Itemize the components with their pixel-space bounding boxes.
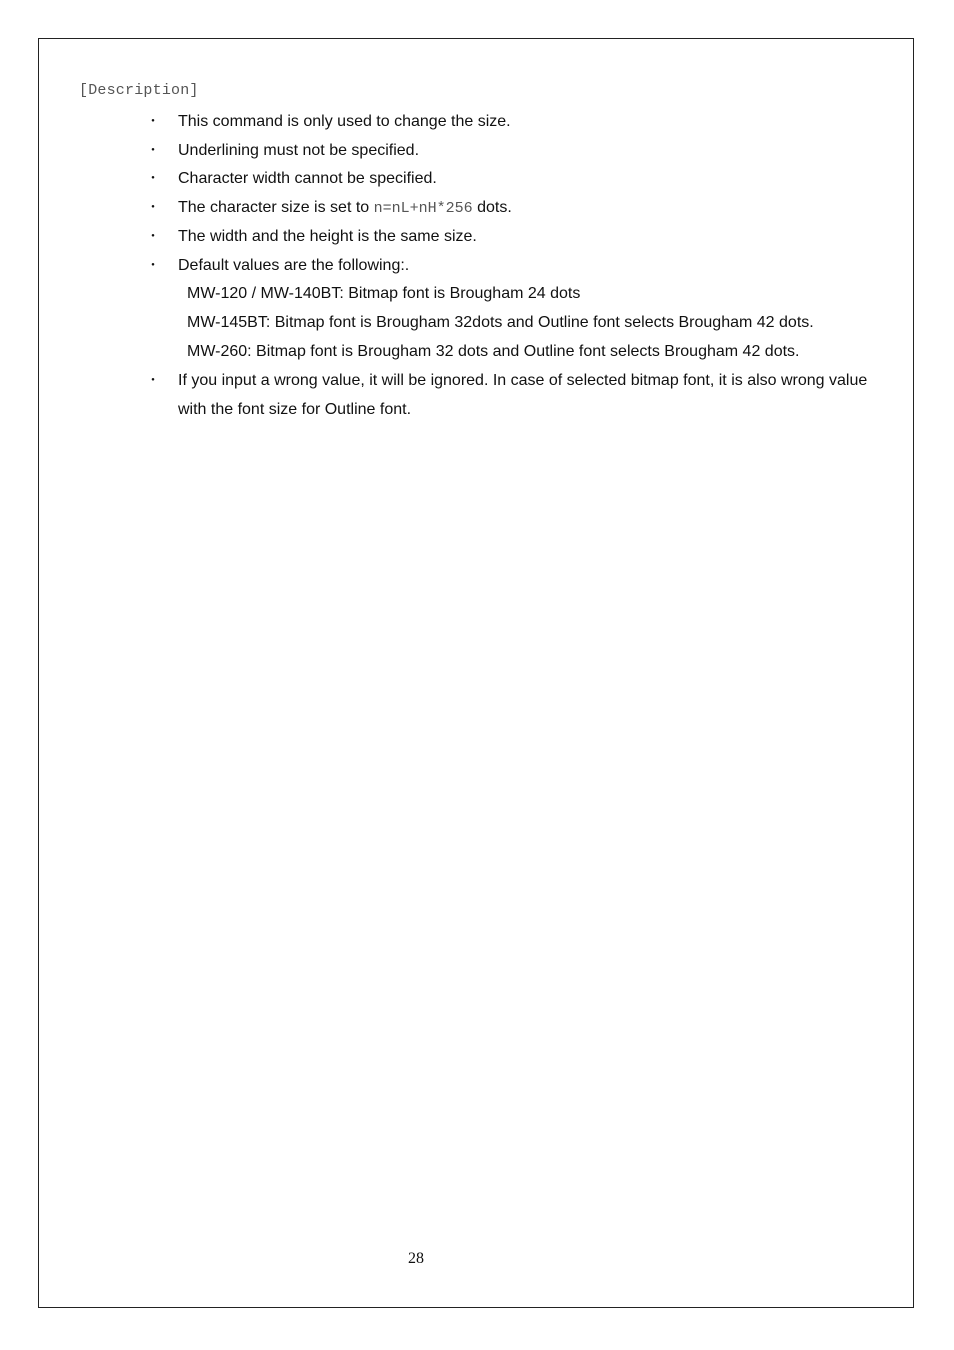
list-item-text: If you input a wrong value, it will be ignored. In case of selected bitmap font, it is also wrong value with the font size for Outline font. [178,372,868,418]
list-item-text: The width and the height is the same size. [178,228,477,245]
default-value-line: MW-145BT: Bitmap font is Brougham 32dots and Outline font selects Brougham 42 dots. [187,314,814,331]
default-value-line: MW-260: Bitmap font is Brougham 32 dots and Outline font selects Brougham 42 dots. [187,343,800,360]
section-heading: [Description] [79,82,199,99]
bullet-icon: ・ [146,142,160,158]
size-suffix: dots. [477,199,512,216]
default-value-line: MW-120 / MW-140BT: Bitmap font is Brougham 24 dots [187,285,581,302]
list-item-text: This command is only used to change the size. [178,113,511,130]
list-item-text: Default values are the following:. [178,257,410,274]
bullet-icon: ・ [146,257,160,273]
list-item-text: Underlining must not be specified. [178,142,420,159]
size-formula: n=nL+nH*256 [373,200,473,217]
list-item-text: Character width cannot be specified. [178,170,437,187]
bullet-icon: ・ [146,372,160,388]
bullet-icon: ・ [146,170,160,186]
bullet-icon: ・ [146,113,160,129]
size-prefix: The character size is set to [178,199,370,216]
page-number: 28 [408,1250,424,1267]
list-item-text [178,193,886,223]
bullet-icon: ・ [146,199,160,215]
bullet-icon: ・ [146,228,160,244]
